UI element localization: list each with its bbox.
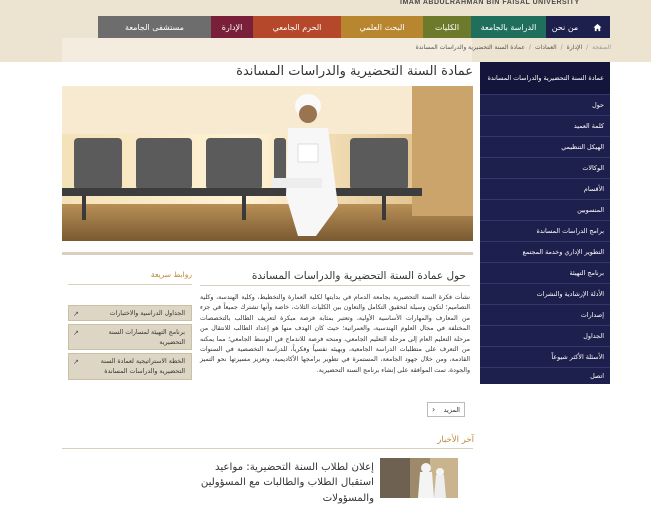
about-divider: [200, 285, 470, 286]
quick-link-label: الخطة الاستراتيجية لعمادة السنة التحضيرية والدراسات المساندة: [100, 358, 185, 375]
nav-admin-label: الإدارة: [221, 22, 243, 32]
nav-research[interactable]: [341, 16, 423, 38]
sidebar: [480, 62, 610, 384]
sidebar-item-label: المنسوبين: [577, 205, 604, 214]
external-link-icon: ↗: [73, 358, 79, 366]
nav-about[interactable]: [546, 16, 584, 38]
sidebar-item-label: الوكالات: [582, 163, 604, 172]
sidebar-item-label: الهيكل التنظيمي: [561, 142, 604, 151]
more-button[interactable]: [427, 402, 465, 417]
nav-about-label: من نحن: [551, 22, 579, 32]
news-divider: [62, 448, 473, 449]
sidebar-item-label: الجداول: [583, 331, 604, 340]
more-button-label: المزيد: [443, 405, 460, 414]
nav-research-label: البحث العلمي: [359, 22, 405, 32]
sidebar-item-agencies[interactable]: [480, 158, 610, 179]
news-thumbnail-illustration: [380, 458, 458, 498]
quick-link-schedules[interactable]: [68, 305, 192, 321]
sidebar-item-label: إصدارات: [580, 310, 604, 319]
sidebar-item-label: كلمة العميد: [573, 121, 604, 130]
about-section-title: حول عمادة السنة التحضيرية والدراسات المساندة: [251, 270, 466, 282]
sidebar-item-orientation[interactable]: [480, 263, 610, 284]
nav-admin[interactable]: [211, 16, 253, 38]
sidebar-item-staff[interactable]: [480, 200, 610, 221]
sidebar-item-label: برامج الدراسات المساندة: [536, 226, 604, 235]
chevron-left-icon: ‹: [432, 405, 436, 414]
sidebar-item-label: الأدلة الإرشادية والنشرات: [536, 289, 604, 298]
sidebar-item-dean-word[interactable]: [480, 116, 610, 137]
breadcrumb-band: [62, 38, 472, 62]
sidebar-item-label: اتصل: [590, 371, 604, 380]
sidebar-item-label: عمادة السنة التحضيرية والدراسات المساندة: [487, 73, 604, 82]
nav-campus-label: الحرم الجامعي: [272, 22, 322, 32]
nav-study-label: الدراسة بالجامعة: [480, 22, 537, 32]
sidebar-item-publications[interactable]: [480, 305, 610, 326]
sidebar-item-label: الأسئلة الأكثر شيوعاً: [551, 352, 604, 361]
sidebar-item-dean[interactable]: [480, 62, 610, 95]
quick-links-divider: [68, 284, 192, 285]
breadcrumb: [416, 44, 611, 54]
external-link-icon: ↗: [73, 310, 79, 318]
main-nav: [62, 16, 610, 38]
quick-link-strategic-plan[interactable]: [68, 353, 192, 380]
breadcrumb-item[interactable]: العمادات: [534, 44, 557, 51]
nav-home[interactable]: [584, 16, 610, 38]
sidebar-item-label: برنامج التهيئة: [569, 268, 604, 277]
sidebar-item-schedules[interactable]: [480, 326, 610, 347]
breadcrumb-item: عمادة السنة التحضيرية والدراسات المساندة: [415, 44, 525, 51]
university-name: IMAM ABDULRAHMAN BIN FAISAL UNIVERSITY: [400, 0, 580, 6]
sidebar-item-support-programs[interactable]: [480, 221, 610, 242]
sidebar-item-contact[interactable]: [480, 368, 610, 384]
sidebar-item-guides[interactable]: [480, 284, 610, 305]
news-section-title: آخر الأخبار: [437, 435, 474, 445]
breadcrumb-separator: /: [586, 44, 589, 51]
hero-illustration: [62, 86, 473, 241]
sidebar-item-org[interactable]: [480, 137, 610, 158]
nav-hospital-label: مستشفى الجامعة: [125, 22, 184, 32]
sidebar-item-label: الأقسام: [583, 184, 604, 193]
sidebar-item-label: التطوير الإداري وخدمة المجتمع: [522, 247, 604, 256]
quick-links-title: روابط سريعة: [150, 270, 192, 279]
breadcrumb-separator: /: [560, 44, 563, 51]
hero-divider: [62, 252, 473, 255]
home-icon: [593, 23, 602, 32]
external-link-icon: ↗: [73, 329, 79, 337]
sidebar-item-admin-dev[interactable]: [480, 242, 610, 263]
hero-image: [62, 86, 473, 241]
quick-link-label: برنامج التهيئة لمسارات السنة التحضيرية: [108, 329, 185, 346]
sidebar-item-label: حول: [592, 100, 604, 109]
nav-hospital[interactable]: [98, 16, 211, 38]
news-thumbnail[interactable]: [380, 458, 458, 498]
quick-link-label: الجداول الدراسية والاختبارات: [109, 310, 185, 317]
sidebar-item-about[interactable]: [480, 95, 610, 116]
breadcrumb-item[interactable]: الإدارة: [566, 44, 583, 51]
breadcrumb-home[interactable]: الصفحة: [592, 44, 611, 51]
nav-study[interactable]: [471, 16, 546, 38]
nav-colleges[interactable]: [423, 16, 471, 38]
nav-campus[interactable]: [253, 16, 341, 38]
quick-link-orientation[interactable]: [68, 324, 192, 350]
sidebar-item-departments[interactable]: [480, 179, 610, 200]
sidebar-item-faq[interactable]: [480, 347, 610, 368]
nav-colleges-label: الكليات: [434, 22, 460, 32]
breadcrumb-separator: /: [528, 44, 531, 51]
about-body: نشأت فكرة السنة التحضيرية بجامعة الدمام في بدايتها لكلية العمارة والتخطيط، وكلية الهندسة، وكلية التصاميم؛ لتكون وسيلة لتحقيق التكامل والتعاون بين الكليات الثلاث، خاصة وأنها تشترك جميعاً في جزء من المعارف والمهارات الأساسية الأولية، وتعتبر بمثابة فرصة مبكرة لتعريف الطالب بالتخصصات المختلفة في مجال العلوم الهندسية، والعمرانية؛ حيث كان الهدف منها هو إعداد الطالب للانتقال من مرحلة التعليم العام إلى مرحلة التعليم الجامعي، ومنحه فرصة للاندماج في الوسط الجامعي؛ مما يمكنه من التعرف على متطلبات الدراسة الجامعية، وبهيئه نفسياً وفكرياً، للدراسة التخصصية في السنوات القادمة، ومن خلال جهود الجامعة، المستمرة في تطوير برامجها الأكاديمية، وتعزيز مسيرتها نحو التميز والجودة، تمت الموافقة على إنشاء برنامج السنة التحضيرية.: [200, 294, 470, 374]
page-title: عمادة السنة التحضيرية والدراسات المساندة: [236, 64, 473, 79]
news-headline[interactable]: إعلان لطلاب السنة التحضيرية: مواعيد استقبال الطلاب والطالبات مع المسؤولين والمسؤولات: [200, 462, 374, 504]
